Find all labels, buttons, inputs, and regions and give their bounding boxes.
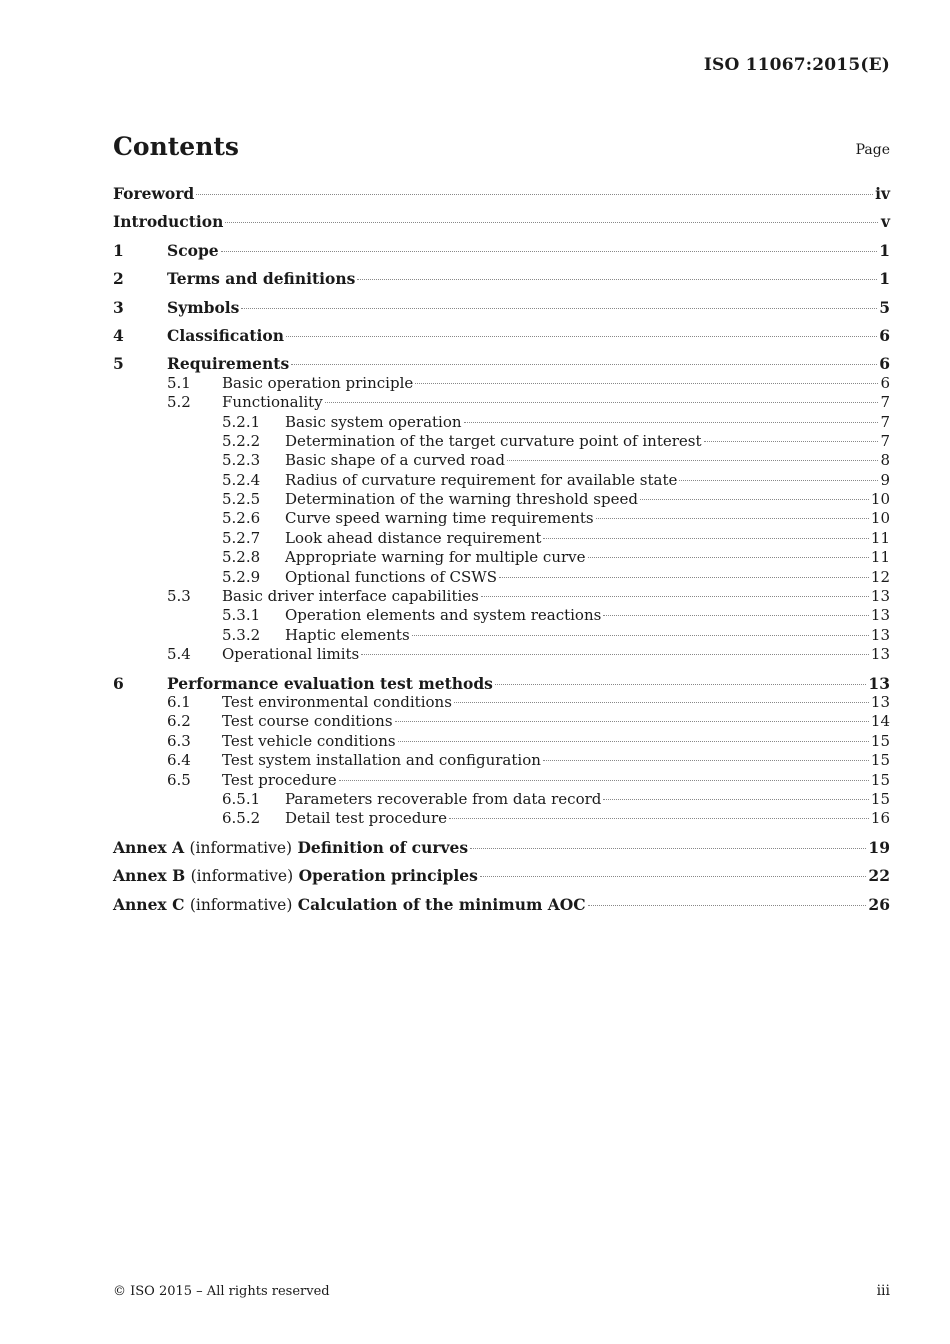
toc-entry-number: 5	[113, 354, 124, 374]
toc-entry-page: iv	[875, 184, 890, 203]
toc-entry[interactable]	[113, 490, 890, 509]
toc-entry-number: 6.5.1	[222, 789, 261, 808]
toc-entry-number: 5.2.3	[222, 451, 261, 470]
dot-leader	[449, 818, 869, 819]
toc-entry-title: Curve speed warning time requirements	[285, 509, 594, 528]
toc-entry-title: Symbols	[167, 297, 240, 317]
toc-entry-page: 1	[879, 269, 890, 289]
toc-entry[interactable]	[113, 326, 890, 345]
toc-entry[interactable]	[113, 548, 890, 567]
toc-entry-number: 6	[113, 673, 124, 693]
toc-entry-title: Determination of the warning threshold speed	[285, 490, 638, 509]
toc-entry-number: 5.3.2	[222, 625, 261, 644]
dot-leader	[221, 251, 878, 252]
annex-label: Annex C	[113, 894, 185, 914]
copyright-notice: © ISO 2015 – All rights reserved	[113, 1284, 330, 1299]
toc-entry-page: 10	[870, 490, 890, 509]
page-column-label: Page	[855, 142, 890, 158]
dot-leader	[640, 499, 869, 500]
toc-entry-page: 6	[879, 354, 890, 374]
dot-leader	[481, 596, 869, 597]
toc-entry[interactable]	[113, 674, 890, 693]
dot-leader	[361, 654, 869, 655]
toc-entry[interactable]	[113, 732, 890, 751]
annex-title: Calculation of the minimum AOC	[297, 894, 586, 914]
toc-entry[interactable]	[113, 509, 890, 528]
toc-entry-title	[113, 866, 478, 886]
toc-entry-page: 15	[870, 789, 890, 808]
dot-leader	[398, 741, 869, 742]
toc-entry-title	[113, 895, 586, 915]
toc-entry-title: Test system installation and configuration	[222, 751, 541, 770]
dot-leader	[543, 760, 869, 761]
annex-type: (informative)	[189, 838, 293, 857]
toc-entry-page: 15	[870, 731, 890, 750]
toc-entry-page: 19	[868, 837, 890, 857]
dot-leader	[291, 364, 877, 365]
toc-entry[interactable]	[113, 241, 890, 260]
dot-leader	[499, 577, 869, 578]
toc-entry-title: Test course conditions	[222, 712, 393, 731]
dot-leader	[415, 383, 878, 384]
annex-title: Definition of curves	[297, 837, 469, 857]
toc-entry-number: 2	[113, 269, 124, 289]
dot-leader	[464, 422, 878, 423]
toc-entry-number: 1	[113, 240, 124, 260]
annex-title: Operation principles	[298, 866, 478, 886]
toc-entry-number: 6.1	[167, 692, 191, 711]
toc-entry-number: 6.2	[167, 712, 191, 731]
toc-entry-number: 5.2.1	[222, 412, 261, 431]
toc-entry-page: 13	[868, 673, 890, 693]
toc-entry-title: Operational limits	[222, 645, 360, 664]
toc-entry-page: 14	[870, 712, 890, 731]
toc-entry[interactable]	[113, 354, 890, 373]
toc-entry-title: Basic driver interface capabilities	[222, 587, 479, 606]
toc-entry-title: Terms and definitions	[167, 269, 356, 289]
toc-entry[interactable]	[113, 790, 890, 809]
toc-entry[interactable]	[113, 393, 890, 412]
dot-leader	[470, 848, 866, 849]
toc-entry-page: 13	[870, 606, 890, 625]
dot-leader	[588, 905, 867, 906]
toc-entry-page: 16	[870, 809, 890, 828]
dot-leader	[241, 308, 877, 309]
toc-entry[interactable]	[113, 568, 890, 587]
dot-leader	[704, 441, 878, 442]
toc-entry-page: 15	[870, 770, 890, 789]
toc-entry-title: Optional functions of CSWS	[285, 567, 497, 586]
toc-entry[interactable]	[113, 712, 890, 731]
toc-entry-title: Look ahead distance requirement	[285, 528, 542, 547]
toc-entry-page: 11	[870, 528, 890, 547]
page-title: Contents	[113, 132, 240, 161]
toc-entry-title: Basic shape of a curved road	[285, 451, 505, 470]
toc-entry[interactable]	[113, 626, 890, 645]
toc-entry-title: Test procedure	[222, 770, 337, 789]
toc-entry-title: Scope	[167, 240, 219, 260]
toc-entry-number: 6.5	[167, 770, 191, 789]
toc-entry-number: 6.5.2	[222, 809, 261, 828]
toc-entry-page: 6	[879, 325, 890, 345]
dot-leader	[603, 799, 869, 800]
dot-leader	[196, 194, 873, 195]
toc-entry[interactable]	[113, 432, 890, 451]
toc-entry[interactable]	[113, 374, 890, 393]
dot-leader	[596, 518, 869, 519]
toc-entry-page: 6	[880, 373, 890, 392]
toc-entry-number: 5.2.6	[222, 509, 261, 528]
toc-entry-number: 5.2.4	[222, 470, 261, 489]
toc-entry[interactable]	[113, 451, 890, 470]
toc-entry-page: 26	[868, 894, 890, 914]
toc-entry[interactable]	[113, 212, 890, 231]
toc-entry-number: 5.2.5	[222, 490, 261, 509]
dot-leader	[588, 557, 869, 558]
toc-entry-page: 13	[870, 645, 890, 664]
dot-leader	[412, 635, 869, 636]
toc-entry-page: 12	[870, 567, 890, 586]
dot-leader	[495, 684, 867, 685]
annex-label: Annex A	[113, 837, 185, 857]
toc-entry[interactable]	[113, 693, 890, 712]
toc-entry[interactable]	[113, 866, 890, 885]
toc-entry-page: 15	[870, 751, 890, 770]
toc-entry[interactable]	[113, 751, 890, 770]
toc-entry-title: Foreword	[113, 184, 195, 203]
toc-entry-page: 10	[870, 509, 890, 528]
toc-entry[interactable]	[113, 838, 890, 857]
dot-leader	[225, 222, 878, 223]
toc-entry-title: Detail test procedure	[285, 809, 448, 828]
toc-entry-page: 22	[868, 866, 890, 886]
dot-leader	[454, 702, 869, 703]
toc-entry-page: 7	[880, 431, 890, 450]
toc-entry-title: Functionality	[222, 393, 323, 412]
toc-entry-number: 5.2.7	[222, 528, 261, 547]
toc-entry-page: 9	[880, 470, 890, 489]
toc-entry-title: Basic operation principle	[222, 373, 414, 392]
annex-type: (informative)	[190, 867, 294, 886]
dot-leader	[395, 721, 869, 722]
toc-entry-number: 5.2	[167, 393, 191, 412]
dot-leader	[603, 615, 869, 616]
toc-entry[interactable]	[113, 471, 890, 490]
footer-page-number: iii	[876, 1283, 890, 1299]
toc-entry-number: 6.4	[167, 751, 191, 770]
toc-entry-title: Parameters recoverable from data record	[285, 789, 602, 808]
toc-entry-title: Requirements	[167, 354, 290, 374]
document-code: ISO 11067:2015(E)	[703, 55, 890, 75]
toc-entry-title: Classification	[167, 325, 285, 345]
dot-leader	[325, 402, 878, 403]
annex-type: (informative)	[189, 895, 293, 914]
toc-entry[interactable]	[113, 269, 890, 288]
toc-entry[interactable]	[113, 895, 890, 914]
toc-entry-title: Introduction	[113, 212, 224, 232]
toc-entry-page: 13	[870, 587, 890, 606]
table-of-contents	[113, 184, 890, 914]
toc-entry[interactable]	[113, 413, 890, 432]
toc-entry-title	[113, 838, 468, 858]
toc-entry-title: Basic system operation	[285, 412, 462, 431]
toc-entry-title: Operation elements and system reactions	[285, 606, 602, 625]
toc-entry-number: 3	[113, 297, 124, 317]
toc-entry-page: 1	[879, 240, 890, 260]
dot-leader	[339, 780, 869, 781]
toc-entry[interactable]	[113, 606, 890, 625]
toc-entry-number: 5.4	[167, 645, 191, 664]
toc-entry-number: 5.1	[167, 373, 191, 392]
toc-entry-number: 5.2.2	[222, 431, 261, 450]
dot-leader	[507, 460, 878, 461]
toc-entry[interactable]	[113, 771, 890, 790]
toc-entry-page: 11	[870, 548, 890, 567]
toc-entry-page: 7	[880, 412, 890, 431]
toc-entry-page: v	[880, 212, 890, 232]
toc-entry-number: 4	[113, 325, 124, 345]
toc-entry-page: 13	[870, 692, 890, 711]
toc-entry-number: 5.2.9	[222, 567, 261, 586]
toc-entry-number: 5.2.8	[222, 548, 261, 567]
toc-entry-page: 8	[880, 451, 890, 470]
toc-entry-title: Determination of the target curvature point of interest	[285, 431, 702, 450]
toc-entry-page: 13	[870, 625, 890, 644]
toc-entry-page: 7	[880, 393, 890, 412]
dot-leader	[480, 876, 867, 877]
toc-entry[interactable]	[113, 645, 890, 664]
toc-entry[interactable]	[113, 587, 890, 606]
dot-leader	[679, 480, 878, 481]
toc-entry-title: Radius of curvature requirement for available state	[285, 470, 678, 489]
annex-label: Annex B	[113, 866, 186, 886]
toc-entry-title: Appropriate warning for multiple curve	[285, 548, 586, 567]
toc-entry-title: Test environmental conditions	[222, 692, 452, 711]
toc-entry-title: Haptic elements	[285, 625, 410, 644]
toc-entry-page: 5	[879, 297, 890, 317]
toc-entry-number: 6.3	[167, 731, 191, 750]
toc-entry-number: 5.3.1	[222, 606, 261, 625]
toc-entry-title: Test vehicle conditions	[222, 731, 396, 750]
toc-entry-number: 5.3	[167, 587, 191, 606]
dot-leader	[286, 336, 877, 337]
toc-entry[interactable]	[113, 298, 890, 317]
toc-entry-title: Performance evaluation test methods	[167, 673, 493, 693]
toc-entry[interactable]	[113, 184, 890, 203]
toc-entry[interactable]	[113, 529, 890, 548]
toc-entry[interactable]	[113, 809, 890, 828]
dot-leader	[543, 538, 869, 539]
dot-leader	[357, 279, 877, 280]
